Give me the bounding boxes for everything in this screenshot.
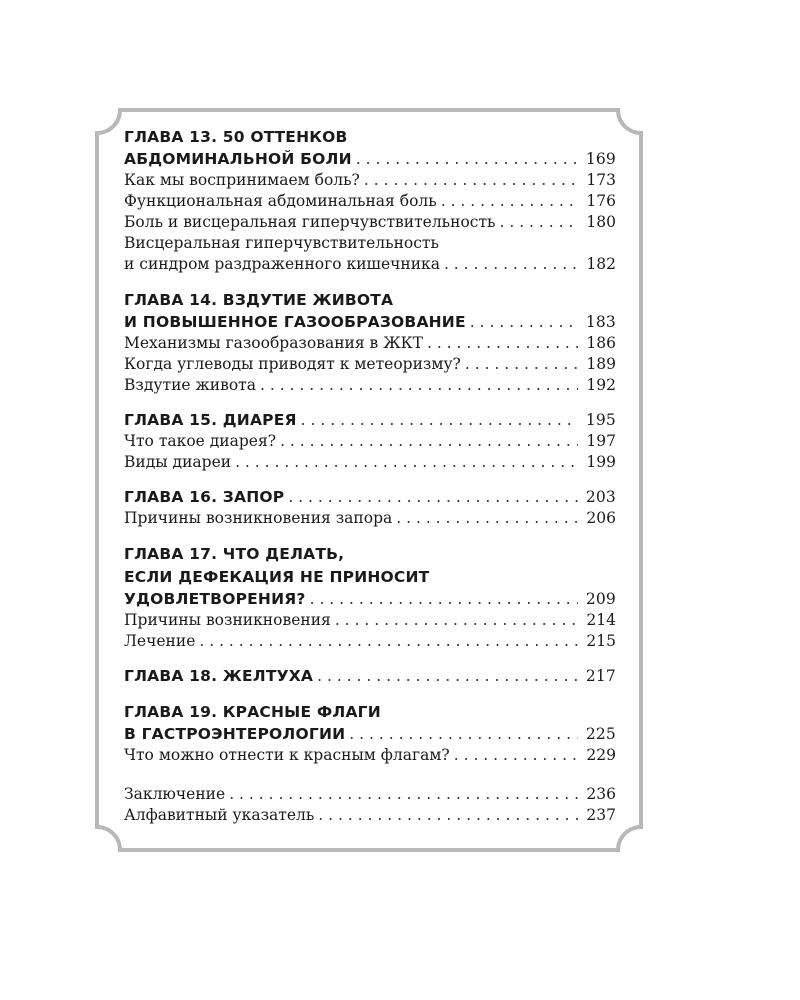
dot-leader — [229, 784, 578, 805]
dot-leader — [310, 589, 578, 610]
toc-entry-title: Что такое диарея? — [124, 432, 277, 450]
back-matter-entry-page: 236 — [586, 785, 616, 803]
toc-entry-page: 180 — [586, 213, 616, 231]
chapter-heading-title: ГЛАВА 18. ЖЕЛТУХА — [124, 667, 314, 685]
toc-entry-title: Когда углеводы приводят к метеоризму? — [124, 355, 461, 373]
back-matter-entry — [124, 784, 616, 805]
toc-entry — [124, 610, 616, 631]
toc-entry-line: Висцеральная гиперчувствительность — [124, 234, 439, 252]
chapter-heading — [124, 149, 616, 170]
dot-leader — [444, 254, 578, 275]
toc-entry-page: 176 — [586, 192, 616, 210]
toc-entry-title: Функциональная абдоминальная боль — [124, 192, 437, 210]
toc-entry — [124, 254, 616, 275]
chapter-heading-title: В ГАСТРОЭНТЕРОЛОГИИ — [124, 725, 346, 743]
toc-entry — [124, 375, 616, 396]
toc-entry — [124, 354, 616, 375]
dot-leader — [396, 508, 578, 529]
toc-entry-page: 199 — [586, 453, 616, 471]
toc-entry-title: Виды диареи — [124, 453, 232, 471]
toc-entry-page: 182 — [586, 255, 616, 273]
dot-leader — [317, 666, 578, 687]
chapter-heading-line: ГЛАВА 19. КРАСНЫЕ ФЛАГИ — [124, 703, 381, 721]
dot-leader — [349, 724, 578, 745]
dot-leader — [441, 191, 578, 212]
toc-entry-page: 186 — [586, 334, 616, 352]
chapter-heading-title: УДОВЛЕТВОРЕНИЯ? — [124, 590, 306, 608]
section-gap — [124, 687, 616, 701]
dot-leader — [499, 212, 578, 233]
chapter-heading-line: ГЛАВА 14. ВЗДУТИЕ ЖИВОТА — [124, 291, 394, 309]
chapter-heading-line: ЕСЛИ ДЕФЕКАЦИЯ НЕ ПРИНОСИТ — [124, 568, 430, 586]
dot-leader — [301, 410, 578, 431]
chapter-heading-page: 195 — [585, 411, 616, 429]
toc-entry-title: Вздутие живота — [124, 376, 256, 394]
toc-entry-title: Механизмы газообразования в ЖКТ — [124, 334, 423, 352]
chapter-heading-page: 217 — [585, 667, 616, 685]
chapter-section — [124, 543, 616, 652]
chapter-section — [124, 666, 616, 687]
chapter-section — [124, 701, 616, 766]
toc-entry — [124, 170, 616, 191]
toc-entry-title: Причины возникновения запора — [124, 509, 393, 527]
toc-entry-page: 214 — [586, 611, 616, 629]
toc-entry-page: 206 — [586, 509, 616, 527]
section-gap — [124, 652, 616, 666]
toc-entry — [124, 212, 616, 233]
chapter-section — [124, 487, 616, 529]
chapter-heading-title: И ПОВЫШЕННОЕ ГАЗООБРАЗОВАНИЕ — [124, 313, 466, 331]
chapter-section — [124, 289, 616, 396]
chapter-section — [124, 126, 616, 275]
toc-entry — [124, 333, 616, 354]
toc-entry — [124, 745, 616, 766]
chapter-heading-page: 169 — [585, 150, 616, 168]
dot-leader — [288, 487, 578, 508]
chapter-heading-line: ГЛАВА 17. ЧТО ДЕЛАТЬ, — [124, 545, 345, 563]
toc-entry-title: Причины возникновения — [124, 611, 331, 629]
section-gap — [124, 275, 616, 289]
toc-entry-page: 197 — [586, 432, 616, 450]
chapter-section — [124, 410, 616, 473]
toc-entry-title: Лечение — [124, 632, 196, 650]
dot-leader — [199, 631, 578, 652]
toc-entry-title: и синдром раздраженного кишечника — [124, 255, 440, 273]
dot-leader — [470, 312, 578, 333]
dot-leader — [318, 805, 578, 826]
chapter-heading-line: ГЛАВА 13. 50 ОТТЕНКОВ — [124, 128, 348, 146]
back-matter-entry-title: Алфавитный указатель — [124, 806, 315, 824]
dot-leader — [356, 149, 578, 170]
dot-leader — [260, 375, 578, 396]
table-of-contents — [124, 126, 616, 826]
back-matter-entry-page: 237 — [586, 806, 616, 824]
chapter-heading-title: ГЛАВА 16. ЗАПОР — [124, 488, 285, 506]
toc-entry — [124, 191, 616, 212]
dot-leader — [454, 745, 578, 766]
toc-entry — [124, 431, 616, 452]
toc-entry-page: 215 — [586, 632, 616, 650]
chapter-heading — [124, 666, 616, 687]
toc-entry-title: Как мы воспринимаем боль? — [124, 171, 360, 189]
section-gap — [124, 473, 616, 487]
chapter-heading-page: 225 — [585, 725, 616, 743]
chapter-heading-page: 209 — [585, 590, 616, 608]
chapter-heading — [124, 410, 616, 431]
toc-entry-page: 192 — [586, 376, 616, 394]
dot-leader — [280, 431, 578, 452]
toc-entry-title: Что можно отнести к красным флагам? — [124, 746, 450, 764]
chapter-heading-title: АБДОМИНАЛЬНОЙ БОЛИ — [124, 150, 352, 168]
toc-entry-page: 173 — [586, 171, 616, 189]
back-matter-entry — [124, 805, 616, 826]
section-gap — [124, 396, 616, 410]
toc-entry-title: Боль и висцеральная гиперчувствительность — [124, 213, 496, 231]
chapter-heading-page: 183 — [585, 313, 616, 331]
section-gap — [124, 766, 616, 784]
chapter-heading — [124, 312, 616, 333]
chapter-heading-title: ГЛАВА 15. ДИАРЕЯ — [124, 411, 297, 429]
toc-entry — [124, 452, 616, 473]
toc-entry-page: 229 — [586, 746, 616, 764]
dot-leader — [235, 452, 578, 473]
toc-entry — [124, 508, 616, 529]
toc-entry-page: 189 — [586, 355, 616, 373]
section-gap — [124, 529, 616, 543]
toc-entry — [124, 631, 616, 652]
dot-leader — [465, 354, 578, 375]
dot-leader — [335, 610, 578, 631]
back-matter-entry-title: Заключение — [124, 785, 226, 803]
chapter-heading — [124, 487, 616, 508]
dot-leader — [427, 333, 578, 354]
chapter-heading-page: 203 — [585, 488, 616, 506]
dot-leader — [364, 170, 578, 191]
chapter-heading — [124, 724, 616, 745]
chapter-heading — [124, 589, 616, 610]
